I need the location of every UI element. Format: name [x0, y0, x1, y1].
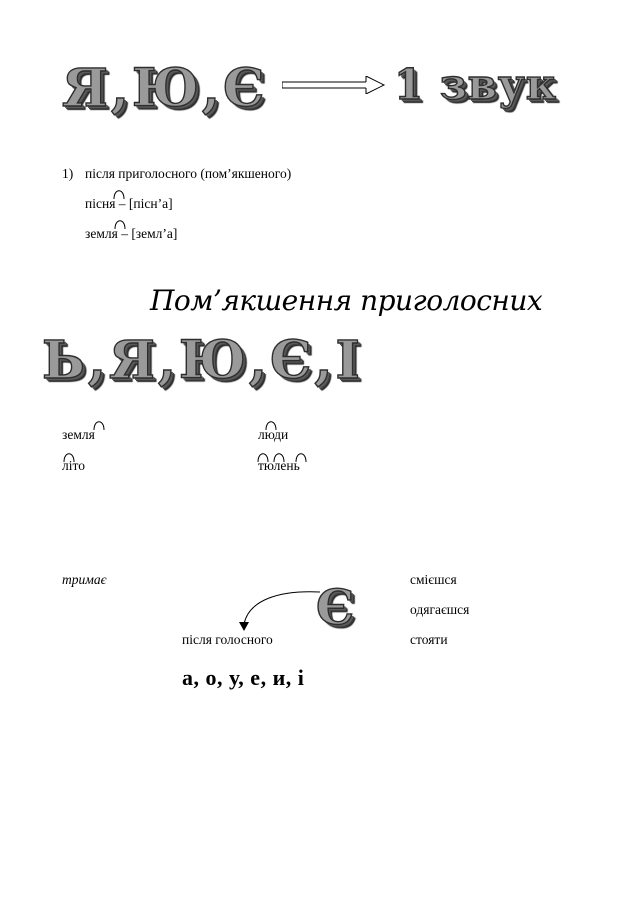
big-letter: Є — [316, 580, 355, 636]
example-word — [410, 602, 469, 618]
example-word-stem: стоя — [410, 632, 435, 647]
vowel-label: після голосного — [182, 632, 273, 647]
softening-letters: Ь,Я,Ю,Є,І — [42, 330, 363, 391]
header-letters: Я,Ю,Є — [62, 58, 268, 119]
arrow-right-icon — [282, 76, 386, 94]
example-word-stem: сміє — [410, 572, 435, 587]
header-result: 1 звук — [394, 60, 558, 109]
rule-marker: 1) — [62, 166, 74, 181]
example-word-italic: тримає — [62, 572, 107, 587]
example-word: пісня – [пісн’а] — [85, 196, 173, 211]
example-word-ending: шся — [446, 602, 470, 617]
example-word — [410, 632, 448, 648]
vowel-list: а, о, у, е, и, і — [182, 665, 305, 690]
example-word: земля – [земл’а] — [85, 226, 178, 241]
example-word: тюлень — [258, 458, 300, 473]
rule-text: після приголосного (пом’якшеного) — [85, 166, 292, 181]
example-word-ending: ти — [434, 632, 448, 647]
example-word — [410, 572, 457, 588]
example-word: земля — [62, 427, 95, 442]
example-word: люди — [258, 427, 289, 442]
example-word-ending: шся — [434, 572, 457, 587]
curved-arrow-icon — [234, 586, 324, 632]
example-word: літо — [62, 458, 85, 473]
section-title: Пом’якшення приголосних — [150, 284, 543, 317]
example-word-stem: одягає — [410, 602, 447, 617]
